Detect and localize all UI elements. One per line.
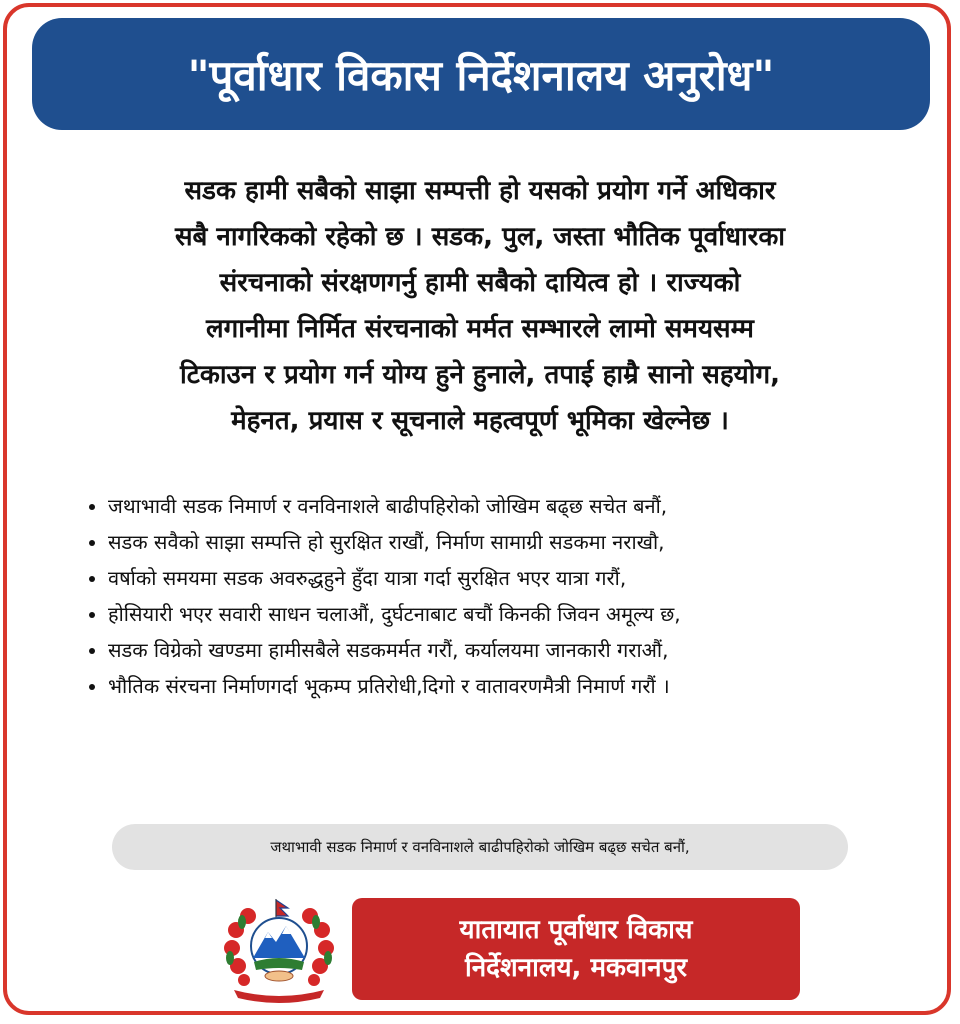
advice-item: • वर्षाको समयमा सडक अवरुद्धहुने हुँदा यात्रा गर्दा सुरक्षित भएर यात्रा गरौं, [108, 560, 948, 596]
intro-line: लगानीमा निर्मित संरचनाको मर्मत सम्भारले लामो समयसम्म [206, 314, 754, 344]
intro-line: मेहनत, प्रयास र सूचनाले महत्वपूर्ण भूमिका खेल्नेछ । [231, 406, 729, 436]
advice-item: • होसियारी भएर सवारी साधन चलाऔं, दुर्घटनाबाट बचौं किनकी जिवन अमूल्य छ, [108, 596, 948, 632]
notice-text: जथाभावी सडक निमार्ण र वनविनाशले बाढीपहिरोको जोखिम बढ्छ सचेत बनौं, [270, 838, 690, 856]
intro-line: सबै नागरिकको रहेको छ । सडक, पुल, जस्ता भौतिक पूर्वाधारका [174, 222, 786, 252]
advice-item: • सडक सवैको साझा सम्पत्ति हो सुरक्षित राखौं, निर्माण सामाग्री सडकमा नराखौ, [108, 524, 948, 560]
emblem-graphic [218, 896, 340, 1006]
office-name-line: यातायात पूर्वाधार विकास [459, 915, 693, 945]
intro-line: सडक हामी सबैको साझा सम्पत्ती हो यसको प्रयोग गर्ने अधिकार [184, 176, 776, 206]
intro-line: संरचनाको संरक्षणगर्नु हामी सबैको दायित्व हो । राज्यको [219, 268, 741, 298]
notice-banner [112, 824, 848, 870]
office-name-box [352, 898, 800, 1000]
page-title: "पूर्वाधार विकास निर्देशनालय अनुरोध" [187, 50, 775, 100]
advice-item: • सडक विग्रेको खण्डमा हामीसबैले सडकमर्मत गरौं, कर्यालयमा जानकारी गराऔं, [108, 632, 948, 668]
intro-paragraph [60, 168, 900, 444]
advice-item: • जथाभावी सडक निमार्ण र वनविनाशले बाढीपहिरोको जोखिम बढ्छ सचेत बनौं, [108, 488, 948, 524]
advice-item: • भौतिक संरचना निर्माणगर्दा भूकम्प प्रतिरोधी,दिगो र वातावरणमैत्री निमार्ण गरौं । [108, 668, 948, 704]
title-banner [32, 18, 930, 130]
intro-line: टिकाउन र प्रयोग गर्न योग्य हुने हुनाले, तपाई हाम्रै सानो सहयोग, [180, 360, 780, 390]
advice-list [76, 488, 948, 704]
nepal-government-emblem-icon [218, 896, 340, 1006]
office-name-line: निर्देशनालय, मकवानपुर [465, 953, 687, 983]
